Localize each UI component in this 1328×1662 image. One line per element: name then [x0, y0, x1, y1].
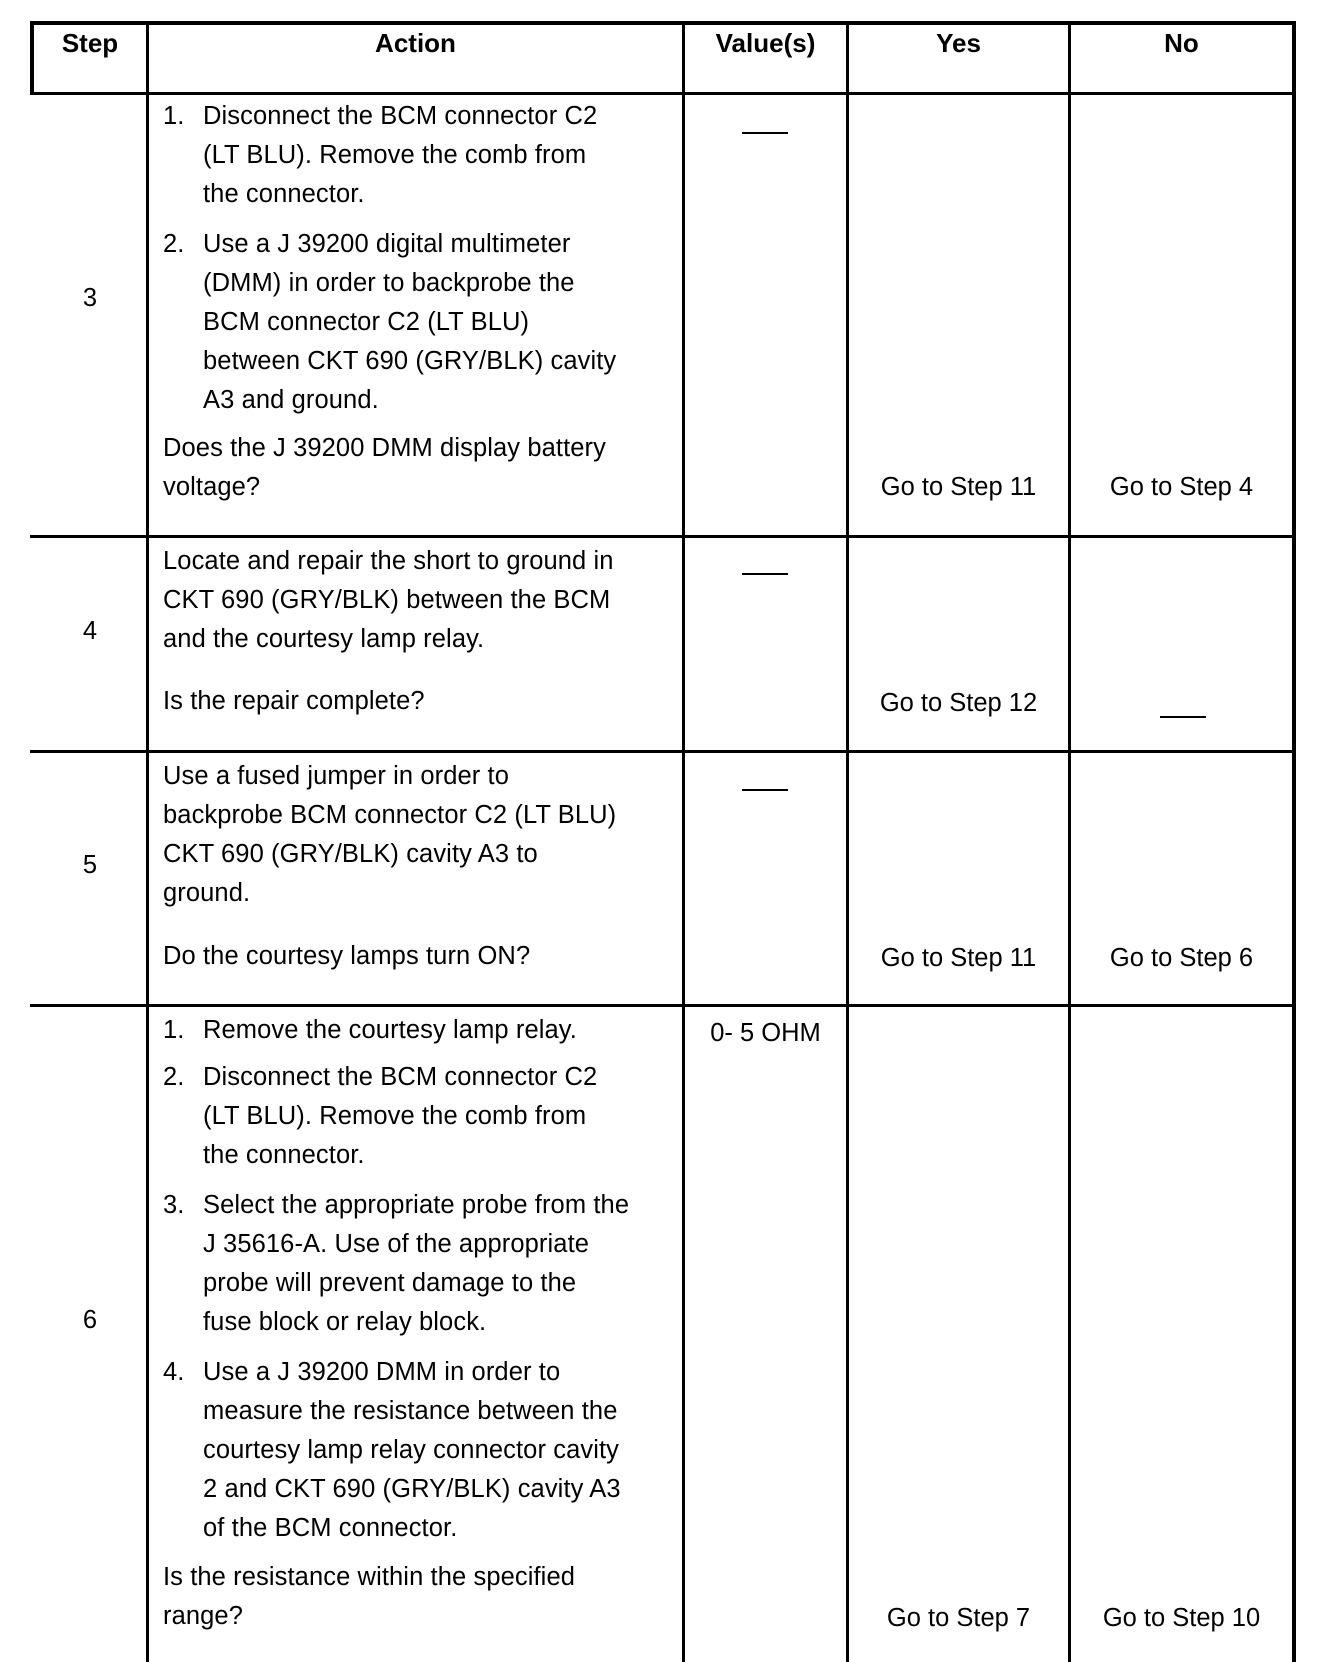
column-divider-action [682, 21, 685, 1662]
table-top-border [30, 21, 1296, 25]
table-right-border [1292, 21, 1296, 1662]
value-range: 0- 5 OHM [710, 1019, 821, 1047]
action-line: Use a J 39200 digital multimeter [203, 230, 571, 258]
item-number: 2. [163, 1063, 185, 1091]
row-5-bottom-border [30, 1004, 1296, 1007]
header-step: Step [61, 28, 119, 58]
yes-result: Go to Step 11 [880, 473, 1037, 501]
no-result: Go to Step 6 [1109, 944, 1254, 972]
no-result-dash [1160, 716, 1206, 718]
action-line: (DMM) in order to backprobe the [203, 269, 575, 297]
action-line: between CKT 690 (GRY/BLK) cavity [203, 347, 617, 375]
question-line: Is the resistance within the specified [163, 1563, 576, 1591]
action-line: Disconnect the BCM connector C2 [203, 1063, 598, 1091]
step-number: 6 [82, 1306, 98, 1334]
question-line: voltage? [163, 473, 261, 501]
header-no: No [1164, 28, 1199, 58]
action-line: measure the resistance between the [203, 1397, 618, 1425]
action-line: Use a fused jumper in order to [163, 762, 510, 790]
header-action: Action [375, 28, 456, 58]
action-line: of the BCM connector. [203, 1514, 458, 1542]
value-dash [742, 789, 788, 791]
action-line: BCM connector C2 (LT BLU) [203, 308, 530, 336]
item-number: 2. [163, 230, 185, 258]
item-number: 3. [163, 1191, 185, 1219]
header-bottom-border [30, 92, 1296, 95]
action-line: (LT BLU). Remove the comb from [203, 1102, 587, 1130]
column-divider-step [146, 21, 149, 1662]
action-line: fuse block or relay block. [203, 1308, 487, 1336]
action-question [163, 937, 530, 976]
action-line: Use a J 39200 DMM in order to [203, 1358, 561, 1386]
action-line: Locate and repair the short to ground in [163, 547, 614, 575]
action-line: Disconnect the BCM connector C2 [203, 102, 598, 130]
item-number: 4. [163, 1358, 185, 1386]
action-line: ground. [163, 879, 251, 907]
question-line: Does the J 39200 DMM display battery [163, 434, 606, 462]
action-line: and the courtesy lamp relay. [163, 625, 485, 653]
action-line: A3 and ground. [203, 386, 379, 414]
action-line: Select the appropriate probe from the [203, 1191, 630, 1219]
column-divider-yes [1068, 21, 1071, 1662]
value-dash [742, 132, 788, 134]
no-result: Go to Step 4 [1109, 473, 1254, 501]
column-divider-values [846, 21, 849, 1662]
action-line: Remove the courtesy lamp relay. [203, 1016, 577, 1044]
action-line: probe will prevent damage to the [203, 1269, 577, 1297]
question-line: Is the repair complete? [163, 687, 425, 715]
row-3-bottom-border [30, 535, 1296, 538]
action-paragraph [163, 542, 614, 659]
question-line: Do the courtesy lamps turn ON? [163, 942, 531, 970]
yes-result: Go to Step 11 [880, 944, 1037, 972]
action-line: 2 and CKT 690 (GRY/BLK) cavity A3 [203, 1475, 621, 1503]
action-line: courtesy lamp relay connector cavity [203, 1436, 620, 1464]
question-line: range? [163, 1602, 244, 1630]
action-question [163, 1558, 575, 1636]
action-question [163, 682, 425, 721]
row-4-bottom-border [30, 750, 1296, 753]
action-line: CKT 690 (GRY/BLK) between the BCM [163, 586, 611, 614]
yes-result: Go to Step 7 [886, 1604, 1031, 1632]
action-line: the connector. [203, 180, 365, 208]
action-question [163, 429, 606, 507]
step-number: 4 [82, 617, 98, 645]
no-result: Go to Step 10 [1102, 1604, 1261, 1632]
step-number: 5 [82, 851, 98, 879]
step-number: 3 [82, 284, 98, 312]
item-number: 1. [163, 1016, 185, 1044]
yes-result: Go to Step 12 [879, 689, 1038, 717]
action-paragraph [163, 757, 616, 913]
action-line: the connector. [203, 1141, 365, 1169]
action-line: backprobe BCM connector C2 (LT BLU) [163, 801, 617, 829]
header-yes: Yes [936, 28, 981, 58]
item-number: 1. [163, 102, 185, 130]
action-line: CKT 690 (GRY/BLK) cavity A3 to [163, 840, 538, 868]
action-line: J 35616-A. Use of the appropriate [203, 1230, 590, 1258]
action-line: (LT BLU). Remove the comb from [203, 141, 587, 169]
header-values: Value(s) [715, 28, 816, 58]
value-dash [742, 573, 788, 575]
